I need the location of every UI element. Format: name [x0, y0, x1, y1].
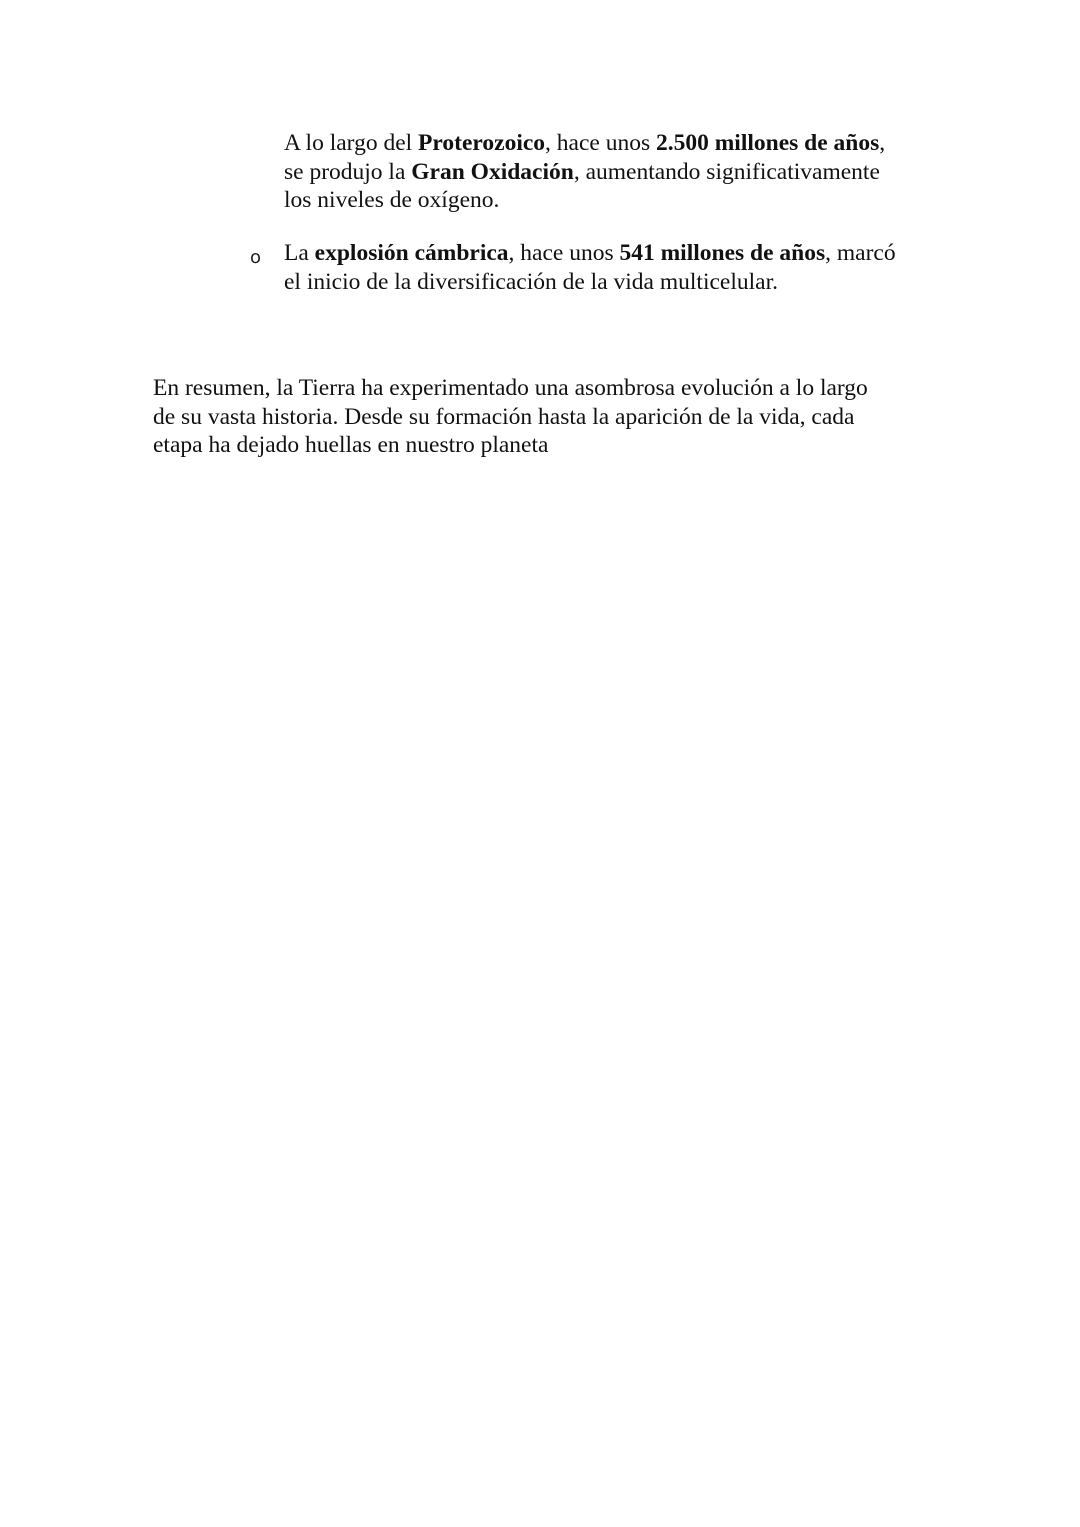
text-line: los niveles de oxígeno. — [284, 187, 500, 213]
cambrian-bullet-item — [284, 239, 896, 296]
proterozoic-paragraph — [284, 129, 885, 215]
bold-term-years: 541 millones de años — [619, 240, 826, 266]
text-line: En resumen, la Tierra ha experimentado una asombrosa evolución a lo largo — [153, 375, 868, 401]
text-line: de su vasta historia. Desde su formación hasta la aparición de la vida, cada — [153, 403, 855, 430]
bullet-marker-icon: o — [250, 247, 262, 268]
text-line: etapa ha dejado huellas en nuestro planeta — [153, 432, 549, 458]
bold-term-gran-oxidacion: Gran Oxidación — [411, 158, 574, 185]
summary-paragraph — [153, 374, 868, 460]
text-line: el inicio de la diversificación de la vida multicelular. — [284, 268, 778, 295]
bold-term-proterozoico: Proterozoico — [418, 130, 546, 156]
bold-term-explosion-cambrica: explosión cámbrica — [314, 240, 509, 266]
text-line: A lo largo del Proterozoico, hace unos 2.500 millones de años, — [284, 130, 886, 156]
text-line: La explosión cámbrica, hace unos 541 millones de años, marcó — [284, 240, 896, 266]
bold-term-years: 2.500 millones de años — [655, 130, 880, 156]
text-line: se produjo la Gran Oxidación, aumentando significativamente — [284, 158, 880, 185]
